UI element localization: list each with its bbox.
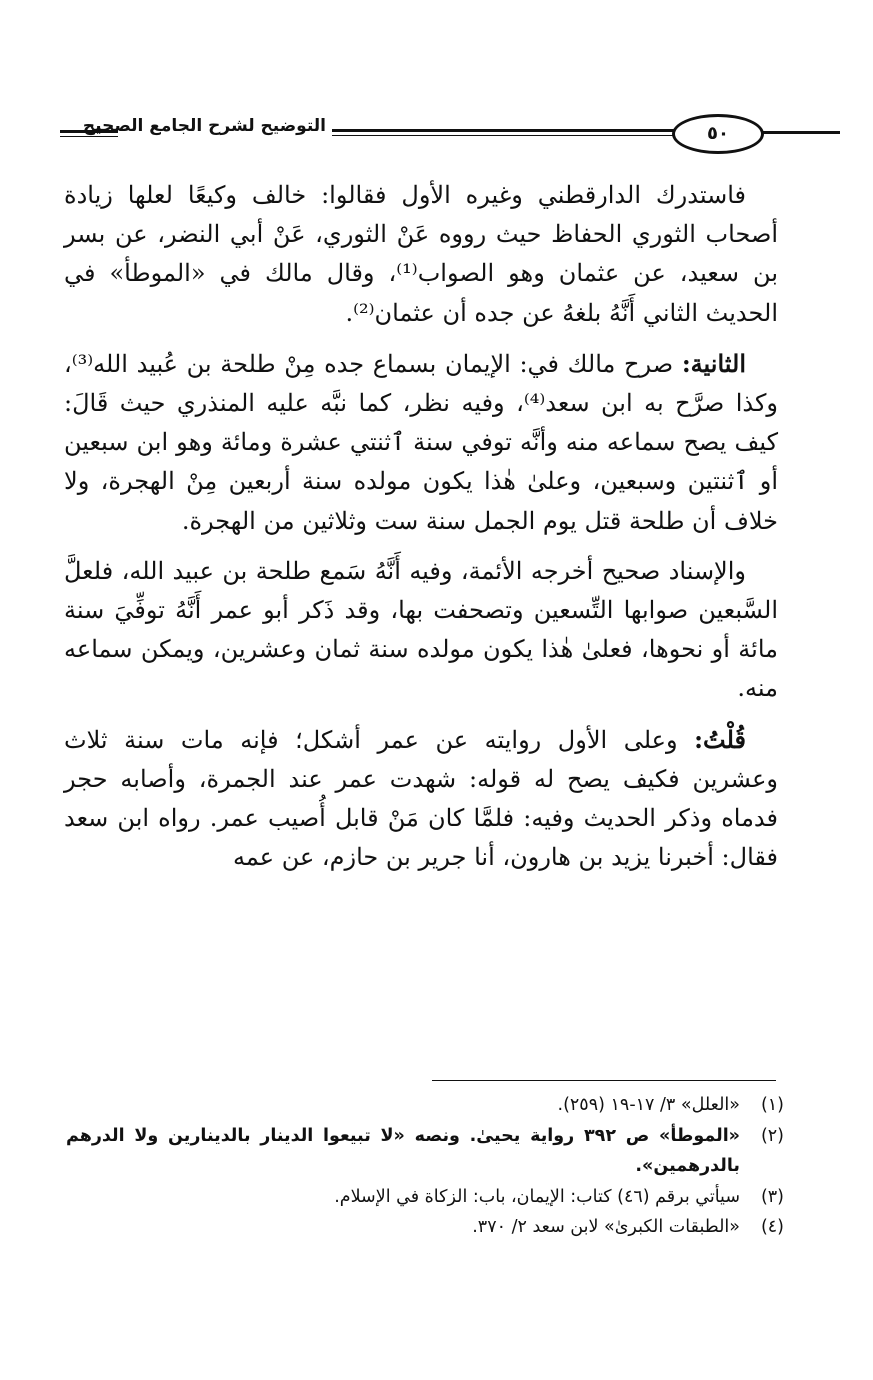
paragraph-4 bbox=[64, 720, 778, 878]
footnote-text: «العلل» ٣/ ١٧-١٩ (٢٥٩). bbox=[557, 1095, 740, 1115]
footnote-4 bbox=[66, 1212, 784, 1243]
footnote-number: (٤) bbox=[760, 1217, 784, 1237]
header-title: التوضيح لشرح الجامع الصحيح bbox=[82, 116, 326, 136]
footnote-text: «الموطأ» ص ٣٩٢ رواية يحيىٰ. ونصه «لا تبيعوا الدينار بالدينارين ولا الدرهم بالدرهمين». bbox=[66, 1125, 740, 1176]
paragraph-4-text: وعلى الأول روايته عن عمر أشكل؛ فإنه مات سنة ثلاث وعشرين فكيف يصح له قوله: شهدت عمر عند الجمرة، وأصابه حجر فدماه وذكر الحديث وفيه: فلمَّا كان مَنْ قابل أُصيب عمر. رواه ابن سعد فقال: أخبرنا يزيد بن هارون، أنا جرير بن حازم، عن عمه bbox=[64, 725, 778, 872]
footnotes bbox=[66, 1090, 784, 1243]
paragraph-1: فاستدرك الدارقطني وغيره الأول فقالوا: خالف وكيعًا لعلها زيادة أصحاب الثوري الحفاظ حيث رووه عَنْ الثوري، عَنْ أبي النضر، عن بسر بن سعيد، عن عثمان وهو الصواب⁽¹⁾، وقال مالك في «الموطأ» في الحديث الثاني أَنَّهُ بلغهُ عن جده أن عثمان⁽²⁾. bbox=[64, 181, 778, 327]
main-text bbox=[64, 176, 778, 877]
footnote-number: (٣) bbox=[760, 1186, 784, 1207]
footnote-number: (٢) bbox=[760, 1125, 784, 1146]
page-number: ٥٠ bbox=[672, 114, 764, 154]
paragraph-2-text: صرح مالك في: الإيمان بسماع جده مِنْ طلحة بن عُبيد الله⁽³⁾، وكذا صرَّح به ابن سعد⁽⁴⁾، وفيه نظر، كما نبَّه عليه المنذري حيث قَالَ: كيف يصح سماعه منه وأنَّه توفي سنة ٱثنتي عشرة ومائة وهو ابن سبعين أو ٱثنتين وسبعين، وعلىٰ هٰذا يكون مولده سنة أربعين مِنْ الهجرة، ولا خلاف أن طلحة قتل يوم الجمل سنة ست وثلاثين من الهجرة. bbox=[64, 349, 778, 535]
paragraph-2 bbox=[64, 344, 778, 541]
paragraph-4-lead: قُلْتُ: bbox=[694, 724, 746, 754]
footnote-separator bbox=[432, 1080, 776, 1081]
footnote-2 bbox=[66, 1121, 784, 1182]
paragraph-3: والإسناد صحيح أخرجه الأئمة، وفيه أَنَّهُ سَمع طلحة بن عبيد الله، فلعلَّ السَّبعين صوابها التِّسعين وتصحفت بها، وقد ذَكر أبو عمر أَنَّهُ توفِّيَ سنة مائة أو نحوها، فعلىٰ هٰذا يكون مولده سنة ثمان وعشرين، ويمكن سماعه منه. bbox=[64, 556, 778, 703]
paragraph-2-lead: الثانية: bbox=[681, 348, 746, 378]
footnote-text: «الطبقات الكبرىٰ» لابن سعد ٢/ ٣٧٠. bbox=[472, 1217, 740, 1237]
footnote-text: سيأتي برقم (٤٦) كتاب: الإيمان، باب: الزكاة في الإسلام. bbox=[334, 1186, 740, 1207]
running-header bbox=[60, 112, 780, 162]
header-rule-right bbox=[760, 131, 840, 134]
footnote-number: (١) bbox=[760, 1095, 784, 1115]
footnote-3 bbox=[66, 1182, 784, 1213]
footnote-1 bbox=[66, 1090, 784, 1121]
header-rule-middle bbox=[332, 129, 707, 136]
